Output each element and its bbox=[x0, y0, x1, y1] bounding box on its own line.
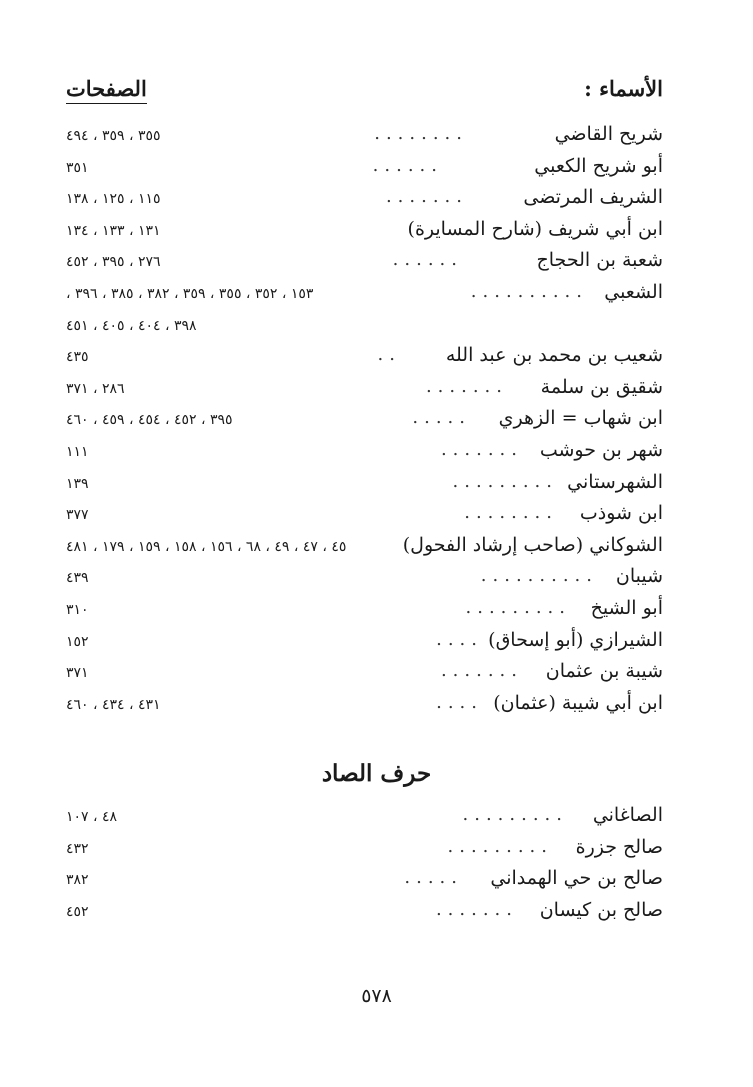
entry-pages: ٣٧٧ bbox=[66, 507, 89, 524]
index-entry bbox=[66, 500, 663, 532]
pages-column-header: الصفحات bbox=[66, 76, 147, 104]
entry-name: الشيرازي (أبو إسحاق) bbox=[488, 628, 663, 651]
leader-dots: .......... bbox=[470, 280, 588, 302]
index-entry bbox=[66, 897, 663, 929]
index-entry-continuation bbox=[66, 311, 663, 343]
index-entry bbox=[66, 184, 663, 216]
index-entry bbox=[66, 342, 663, 374]
leader-dots: ...... bbox=[372, 154, 443, 176]
index-entry bbox=[66, 595, 663, 627]
leader-dots: ......... bbox=[447, 835, 553, 857]
entry-name: شعيب بن محمد بن عبد الله bbox=[445, 344, 663, 367]
leader-dots: .... bbox=[436, 691, 483, 713]
entry-pages: ٤٥٢ bbox=[66, 903, 89, 920]
entry-pages: ٣٧١ bbox=[66, 665, 89, 682]
entry-name: الشريف المرتضى bbox=[523, 186, 663, 209]
leader-dots: ......... bbox=[465, 596, 571, 618]
entry-name: شعبة بن الحجاج bbox=[536, 249, 663, 272]
entry-pages: ٣٥١ bbox=[66, 159, 89, 176]
entry-pages: ٣١٠ bbox=[66, 601, 89, 618]
entry-pages: ٤٣٥ bbox=[66, 349, 89, 366]
entry-name: ابن شوذب bbox=[579, 502, 663, 525]
entry-pages: ١٣١ ، ١٣٣ ، ١٣٤ bbox=[66, 222, 161, 239]
index-entry bbox=[66, 690, 663, 722]
entry-pages: ٤٣٩ bbox=[66, 570, 89, 587]
names-column-header: الأسماء : bbox=[584, 76, 663, 101]
entry-name: أبو شريح الكعبي bbox=[534, 154, 663, 177]
leader-dots: ....... bbox=[385, 186, 468, 208]
index-entry bbox=[66, 563, 663, 595]
entry-pages: ٣٨٢ bbox=[66, 872, 89, 889]
entry-name: شيبة بن عثمان bbox=[545, 660, 663, 683]
leader-dots: ..... bbox=[412, 407, 471, 429]
entry-name: شهر بن حوشب bbox=[539, 438, 663, 461]
entry-name: ابن أبي شيبة (عثمان) bbox=[493, 691, 663, 714]
entry-name: الشهرستاني bbox=[567, 470, 663, 493]
leader-dots: .. bbox=[377, 344, 401, 366]
entry-name: ابن أبي شريف (شارح المسايرة) bbox=[407, 217, 663, 240]
entry-pages: ٤٨ ، ١٠٧ bbox=[66, 809, 118, 825]
entry-pages: ١١١ bbox=[66, 443, 89, 460]
entry-pages: ٣٩٥ ، ٤٥٢ ، ٤٥٤ ، ٤٥٩ ، ٤٦٠ bbox=[66, 412, 233, 429]
index-entry bbox=[66, 469, 663, 501]
entry-pages: ٤٣١ ، ٤٣٤ ، ٤٦٠ bbox=[66, 696, 161, 713]
entry-name: شقيق بن سلمة bbox=[540, 375, 663, 398]
entry-name: ابن شهاب = الزهري bbox=[498, 407, 663, 430]
entry-name: صالح بن كيسان bbox=[539, 898, 663, 921]
entry-pages: ٤٥ ، ٤٧ ، ٤٩ ، ٦٨ ، ١٥٦ ، ١٥٨ ، ١٥٩ ، ١٧٩ ، ٤٨١ bbox=[66, 538, 347, 555]
entry-name: صالح جزرة bbox=[575, 835, 663, 858]
page-number: ٥٧٨ bbox=[361, 985, 392, 1007]
entry-pages: ١٣٩ bbox=[66, 475, 89, 492]
entry-name: شريح القاضي bbox=[554, 123, 663, 145]
leader-dots: ........ bbox=[464, 502, 558, 524]
entry-pages: ٢٧٦ ، ٣٩٥ ، ٤٥٢ bbox=[66, 254, 161, 271]
index-entry bbox=[66, 374, 663, 406]
entry-pages: ٣٥٥ ، ٣٥٩ ، ٤٩٤ bbox=[66, 128, 161, 144]
index-entry bbox=[66, 658, 663, 690]
leader-dots: ....... bbox=[435, 898, 518, 920]
leader-dots: ....... bbox=[425, 375, 508, 397]
index-entries-sad bbox=[66, 802, 663, 928]
leader-dots: .... bbox=[436, 628, 483, 650]
leader-dots: ...... bbox=[392, 249, 463, 271]
leader-dots: ..... bbox=[404, 867, 463, 889]
leader-dots: ....... bbox=[440, 660, 523, 682]
index-entry bbox=[66, 279, 663, 311]
leader-dots: ....... bbox=[440, 438, 523, 460]
leader-dots: ........ bbox=[374, 123, 468, 144]
index-entry bbox=[66, 437, 663, 469]
index-entry bbox=[66, 627, 663, 659]
index-entry bbox=[66, 405, 663, 437]
leader-dots: ......... bbox=[452, 470, 558, 492]
entry-name: صالح بن حي الهمداني bbox=[490, 867, 663, 890]
index-entry bbox=[66, 532, 663, 564]
index-entry bbox=[66, 834, 663, 866]
entry-name: أبو الشيخ bbox=[590, 596, 663, 619]
entry-name: الشعبي bbox=[604, 280, 663, 303]
index-entry bbox=[66, 865, 663, 897]
entry-pages: ١٥٣ ، ٣٥٢ ، ٣٥٥ ، ٣٥٩ ، ٣٨٢ ، ٣٨٥ ، ٣٩٦ ، bbox=[66, 285, 314, 302]
entry-pages: ٣٩٨ ، ٤٠٤ ، ٤٠٥ ، ٤٥١ bbox=[66, 317, 197, 334]
entry-pages: ١٥٢ bbox=[66, 633, 89, 650]
leader-dots: ......... bbox=[462, 804, 568, 825]
entry-pages: ٤٣٢ bbox=[66, 840, 89, 857]
index-entry bbox=[66, 247, 663, 279]
index-entry bbox=[66, 153, 663, 185]
entry-name: شيبان bbox=[615, 565, 663, 588]
entry-name: الشوكاني (صاحب إرشاد الفحول) bbox=[402, 533, 663, 556]
entry-pages: ١١٥ ، ١٢٥ ، ١٣٨ bbox=[66, 191, 161, 208]
index-entry bbox=[66, 121, 663, 153]
index-entry bbox=[66, 802, 663, 834]
entry-name: الصاغاني bbox=[592, 804, 663, 826]
section-heading: حرف الصاد bbox=[321, 760, 432, 787]
index-entry bbox=[66, 216, 663, 248]
entry-pages: ٢٨٦ ، ٣٧١ bbox=[66, 380, 125, 397]
index-entries bbox=[66, 121, 663, 721]
leader-dots: .......... bbox=[480, 565, 598, 587]
